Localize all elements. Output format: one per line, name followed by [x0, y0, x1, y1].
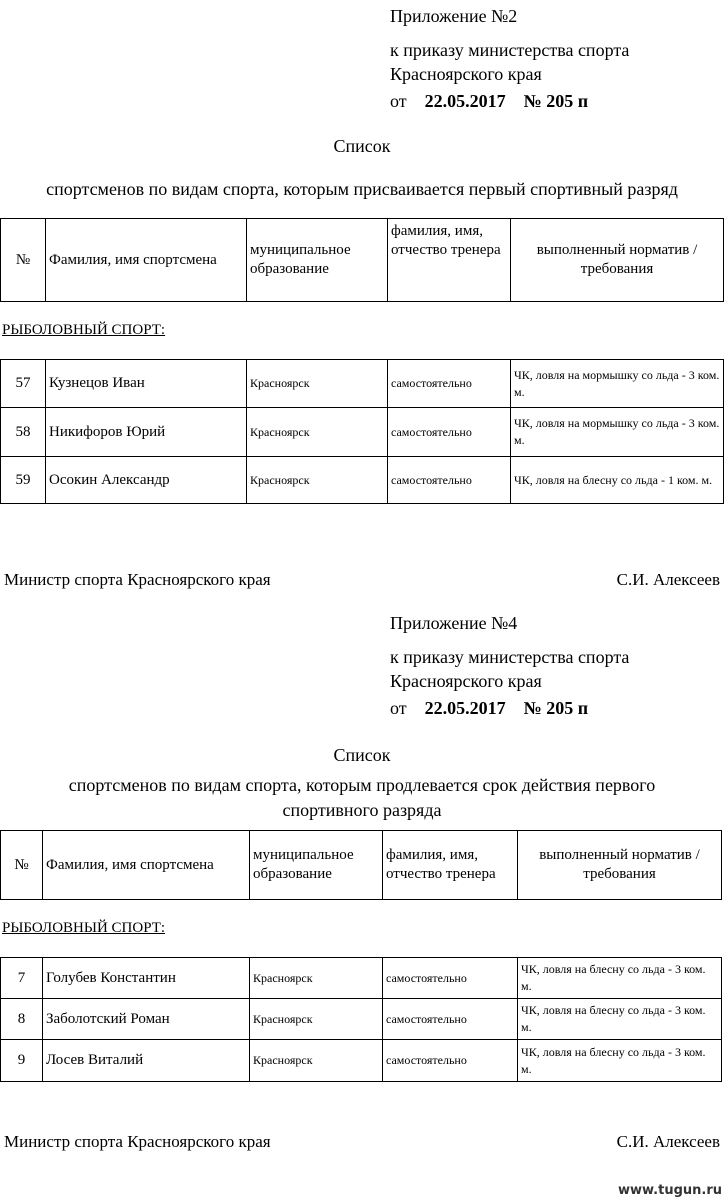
- row-norm: ЧК, ловля на мормышку со льда - 3 ком. м.: [511, 360, 724, 408]
- list-subtitle: спортсменов по видам спорта, которым присваивается первый спортивный разряд: [46, 179, 678, 199]
- list-subtitle: спортсменов по видам спорта, которым продлевается срок действия первого: [68, 775, 656, 795]
- header-municipality: муниципальное образование: [247, 219, 388, 302]
- header-name: Фамилия, имя спортсмена: [46, 219, 247, 302]
- table-row: [1, 360, 724, 408]
- signer-title-2: Министр спорта Красноярского края: [4, 1132, 271, 1151]
- row-name: Лосев Виталий: [43, 1040, 250, 1082]
- row-name: Кузнецов Иван: [46, 360, 247, 408]
- row-coach: самостоятельно: [383, 999, 518, 1040]
- table-row: [1, 408, 724, 457]
- row-norm: ЧК, ловля на мормышку со льда - 3 ком. м.: [511, 408, 724, 457]
- row-number: 9: [1, 1040, 43, 1082]
- order-line-2: Красноярского края: [390, 64, 542, 84]
- row-coach: самостоятельно: [388, 360, 511, 408]
- signer-name-1: С.И. Алексеев: [616, 570, 720, 589]
- header-coach: фамилия, имя, отчество тренера: [383, 831, 518, 900]
- row-name: Никифоров Юрий: [46, 408, 247, 457]
- table-row: [1, 999, 722, 1040]
- section-title: РЫБОЛОВНЫЙ СПОРТ:: [2, 920, 166, 936]
- section-title: РЫБОЛОВНЫЙ СПОРТ:: [2, 322, 166, 338]
- row-number: 8: [1, 999, 43, 1040]
- order-line-1: к приказу министерства спорта: [390, 40, 630, 60]
- appendix-title-1: Приложение №2: [390, 6, 518, 26]
- table-row: [1, 958, 722, 999]
- row-name: Осокин Александр: [46, 457, 247, 504]
- header-municipality: муниципальное образование: [250, 831, 383, 900]
- order-number: № 205 п: [523, 91, 589, 111]
- order-date: 22.05.2017: [424, 698, 506, 718]
- row-norm: ЧК, ловля на блесну со льда - 1 ком. м.: [511, 457, 724, 504]
- order-line-2: Красноярского края: [390, 671, 542, 691]
- watermark: www.tugun.ru: [617, 1183, 722, 1198]
- header-name: Фамилия, имя спортсмена: [43, 831, 250, 900]
- row-city: Красноярск: [250, 958, 383, 999]
- row-norm: ЧК, ловля на блесну со льда - 3 ком. м.: [518, 1040, 722, 1082]
- header-coach: фамилия, имя, отчество тренера: [388, 219, 511, 302]
- date-prefix: от: [390, 91, 407, 111]
- list-title: Список: [333, 136, 391, 156]
- order-date-line: [390, 89, 588, 113]
- header-norm: выполненный норматив /требования: [518, 831, 722, 900]
- table-row: [1, 457, 724, 504]
- order-date-line: [390, 696, 588, 720]
- list-title: Список: [333, 745, 391, 765]
- header-norm: выполненный норматив /требования: [511, 219, 724, 302]
- row-number: 57: [1, 360, 46, 408]
- date-prefix: от: [390, 698, 407, 718]
- header-number: №: [1, 831, 43, 900]
- header-table-1: [0, 218, 724, 302]
- row-coach: самостоятельно: [383, 958, 518, 999]
- order-line-1: к приказу министерства спорта: [390, 647, 630, 667]
- athletes-table-1: [0, 359, 724, 504]
- row-city: Красноярск: [250, 999, 383, 1040]
- list-subtitle: спортивного разряда: [282, 800, 442, 820]
- row-number: 58: [1, 408, 46, 457]
- signer-name-2: С.И. Алексеев: [616, 1132, 720, 1151]
- row-city: Красноярск: [247, 457, 388, 504]
- row-number: 7: [1, 958, 43, 999]
- row-norm: ЧК, ловля на блесну со льда - 3 ком. м.: [518, 958, 722, 999]
- athletes-table-2: [0, 957, 722, 1082]
- row-coach: самостоятельно: [388, 457, 511, 504]
- row-name: Заболотский Роман: [43, 999, 250, 1040]
- header-number: №: [1, 219, 46, 302]
- appendix-title-2: Приложение №4: [390, 613, 518, 633]
- row-coach: самостоятельно: [388, 408, 511, 457]
- row-number: 59: [1, 457, 46, 504]
- row-city: Красноярск: [250, 1040, 383, 1082]
- row-name: Голубев Константин: [43, 958, 250, 999]
- header-table-2: [0, 830, 722, 900]
- row-norm: ЧК, ловля на блесну со льда - 3 ком. м.: [518, 999, 722, 1040]
- table-row: [1, 1040, 722, 1082]
- row-city: Красноярск: [247, 360, 388, 408]
- row-city: Красноярск: [247, 408, 388, 457]
- row-coach: самостоятельно: [383, 1040, 518, 1082]
- signer-title-1: Министр спорта Красноярского края: [4, 570, 271, 589]
- order-date: 22.05.2017: [424, 91, 506, 111]
- order-number: № 205 п: [523, 698, 589, 718]
